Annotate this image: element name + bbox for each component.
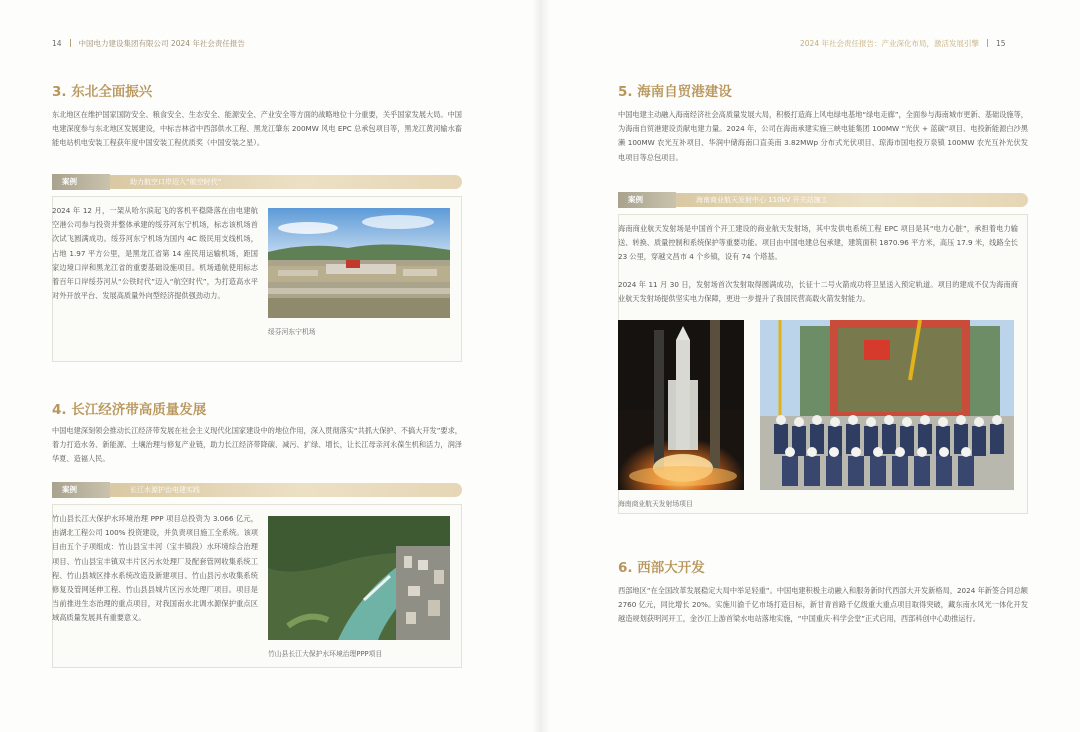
rocket-image-svg [618,320,744,490]
right-page-number: 15 [995,39,1006,48]
section5-body: 中国电建主动融入海南经济社会高质量发展大局，积极打造海上风电绿电基地“绿电走廊”，全面参与海南城市更新、基础设施等，为海南自贸港建设贡献电建力量。2024 年，公司在海南承建实施三峡电能集团 100MW “光伏 + 蓝碳”项目、电投新能源白沙黑濑 100MW 农光互补项目、华润中储海南口直美南 3.82MWp 分布式光伏项目、琼海市国电投万泉镇 100MW 农光互补光伏发电项目等总包项目。 [618,110,1028,162]
section4-body: 中国电建深刻领会推动长江经济带发展在社会主义现代化国家建设中的地位作用，深入贯彻落实“共抓大保护、不搞大开发”要求，着力打造水务、新能源、土壤治理与修复产业链，助力长江经济带降碳、减污、扩绿、增长，让长江母亲河永葆生机和活力，润泽华夏、造福人民。 [52,426,462,464]
case-title-yangtze: 长江水源护治电建实践 [130,486,200,494]
river-image-svg [268,516,450,640]
caption-river: 竹山县长江大保护水环境治理PPP项目 [268,650,383,658]
construction-team-photo [760,320,1014,490]
case-band-airport [52,174,462,190]
left-page-header [52,38,245,49]
section3-heading: 3. 东北全面振兴 [52,84,153,100]
right-page [540,0,1080,732]
section3-body: 东北地区在维护国家国防安全、粮食安全、生态安全、能源安全、产业安全等方面的战略地位十分重要，关乎国家发展大局。中国电建深度参与东北地区发展建设，中标吉林省中西部供水工程、黑龙江肇东 200MW 风电 EPC 总承包项目等，黑龙江黄河输水畜能电站机电安装工程获年度中国安装工程优质奖（中国安装之星）。 [52,110,462,148]
case-body-spaceport-2: 2024 年 11 月 30 日，发射场首次发射取得圆满成功，长征十二号火箭成功将卫星送入预定轨道。项目的建成不仅为海南商业航天发射场提供坚实电力保障，更进一步提升了我国民营高载火箭发射能力。 [618,280,1018,304]
caption-airport: 绥芬河东宁机场 [268,328,316,336]
case-tag: 案例 [618,192,676,208]
airport-image-svg [268,208,450,318]
case-band-yangtze [52,482,462,498]
airport-photo [268,208,450,318]
case-tag: 案例 [52,482,110,498]
right-page-header [800,38,1006,49]
section6-body: 西部地区“在全国改革发展稳定大局中举足轻重”。中国电建积极主动融入和服务新时代西部大开发新格局，2024 年新签合同总额 2760 亿元，同比增长 20%。实施川渝千亿市场打造目标，新甘青首路千亿级重大重点项目取得突破，藏东南水风光一体化开发越造规划获明河开工，金沙江上游首梁水电站落地实施，“中国重庆·科学会堂”正式启用，西部科创中心助推运行。 [618,586,1028,624]
case-title-spaceport: 海南商业航天发射中心 110kV 开关站施工 [696,196,828,204]
section4-heading: 4. 长江经济带高质量发展 [52,402,207,418]
header-divider [70,39,71,47]
left-page-number: 14 [52,39,62,48]
case-title-airport: 助力航空口岸迈入“航空时代” [130,178,222,186]
header-divider [987,39,988,47]
caption-spaceport: 海南商业航天发射场项目 [618,500,693,508]
case-body-airport: 2024 年 12 月，一架从哈尔滨起飞的客机平稳降落在由电建航空港公司参与投资并整体承建的绥芬河东宁机场，标志该机场首次试飞圆满成功。绥芬河东宁机场为国内 4C 级民用支线机场，占地 1.97 平方公里，是黑龙江省第 14 座民用运输机场，距国家边境口岸和黑龙江省的重要基础设施项目。机场通航使用标志着百年口岸绥芬河从“公铁时代”迈入“航空时代”，为打造高水平对外开放平台、发展高质量外向型经济提供强劲动力。 [52,206,258,301]
construction-image-svg [760,320,1014,490]
rocket-launch-photo [618,320,744,490]
case-tag: 案例 [52,174,110,190]
case-body-spaceport-1: 海南商业航天发射场是中国首个开工建设的商业航天发射场，其中发供电系统工程 EPC 项目是其“电力心脏”，承担着电力输送、转换、质量控制和系统保护等重要功能。项目由中国电建总包承建，建筑面积 1870.96 平方米，高压 17.9 米，线路全长 23 公里，穿越文昌市 4 个乡镇，设有 74 个塔基。 [618,224,1018,262]
section5-heading: 5. 海南自贸港建设 [618,84,732,100]
case-body-yangtze: 竹山县长江大保护水环境治理 PPP 项目总投资为 3.066 亿元，由湖北工程公司 100% 投资建设，并负责项目施工全系统。该项目由五个子项组成：竹山县宝丰河（宝丰镇段）水环境综合治理项目、竹山县宝丰镇双丰片区污水处理厂及配套管网收集系统工程、竹山县城区排水系统改造及新建项目、竹山县污水收集系统修复及管网延伸工程、竹山县县城片区污水处理厂项目。项目是当前推进生态治理的重点项目，对我国南水北调水源保护重点区域高质量发展具有重要意义。 [52,514,258,623]
right-header-title: 2024 年社会责任报告：产业深化布局，激活发展引擎 [800,39,979,48]
case-band-spaceport [618,192,1028,208]
river-photo [268,516,450,640]
left-header-title: 中国电力建设集团有限公司 2024 年社会责任报告 [78,39,245,48]
section6-heading: 6. 西部大开发 [618,560,705,576]
